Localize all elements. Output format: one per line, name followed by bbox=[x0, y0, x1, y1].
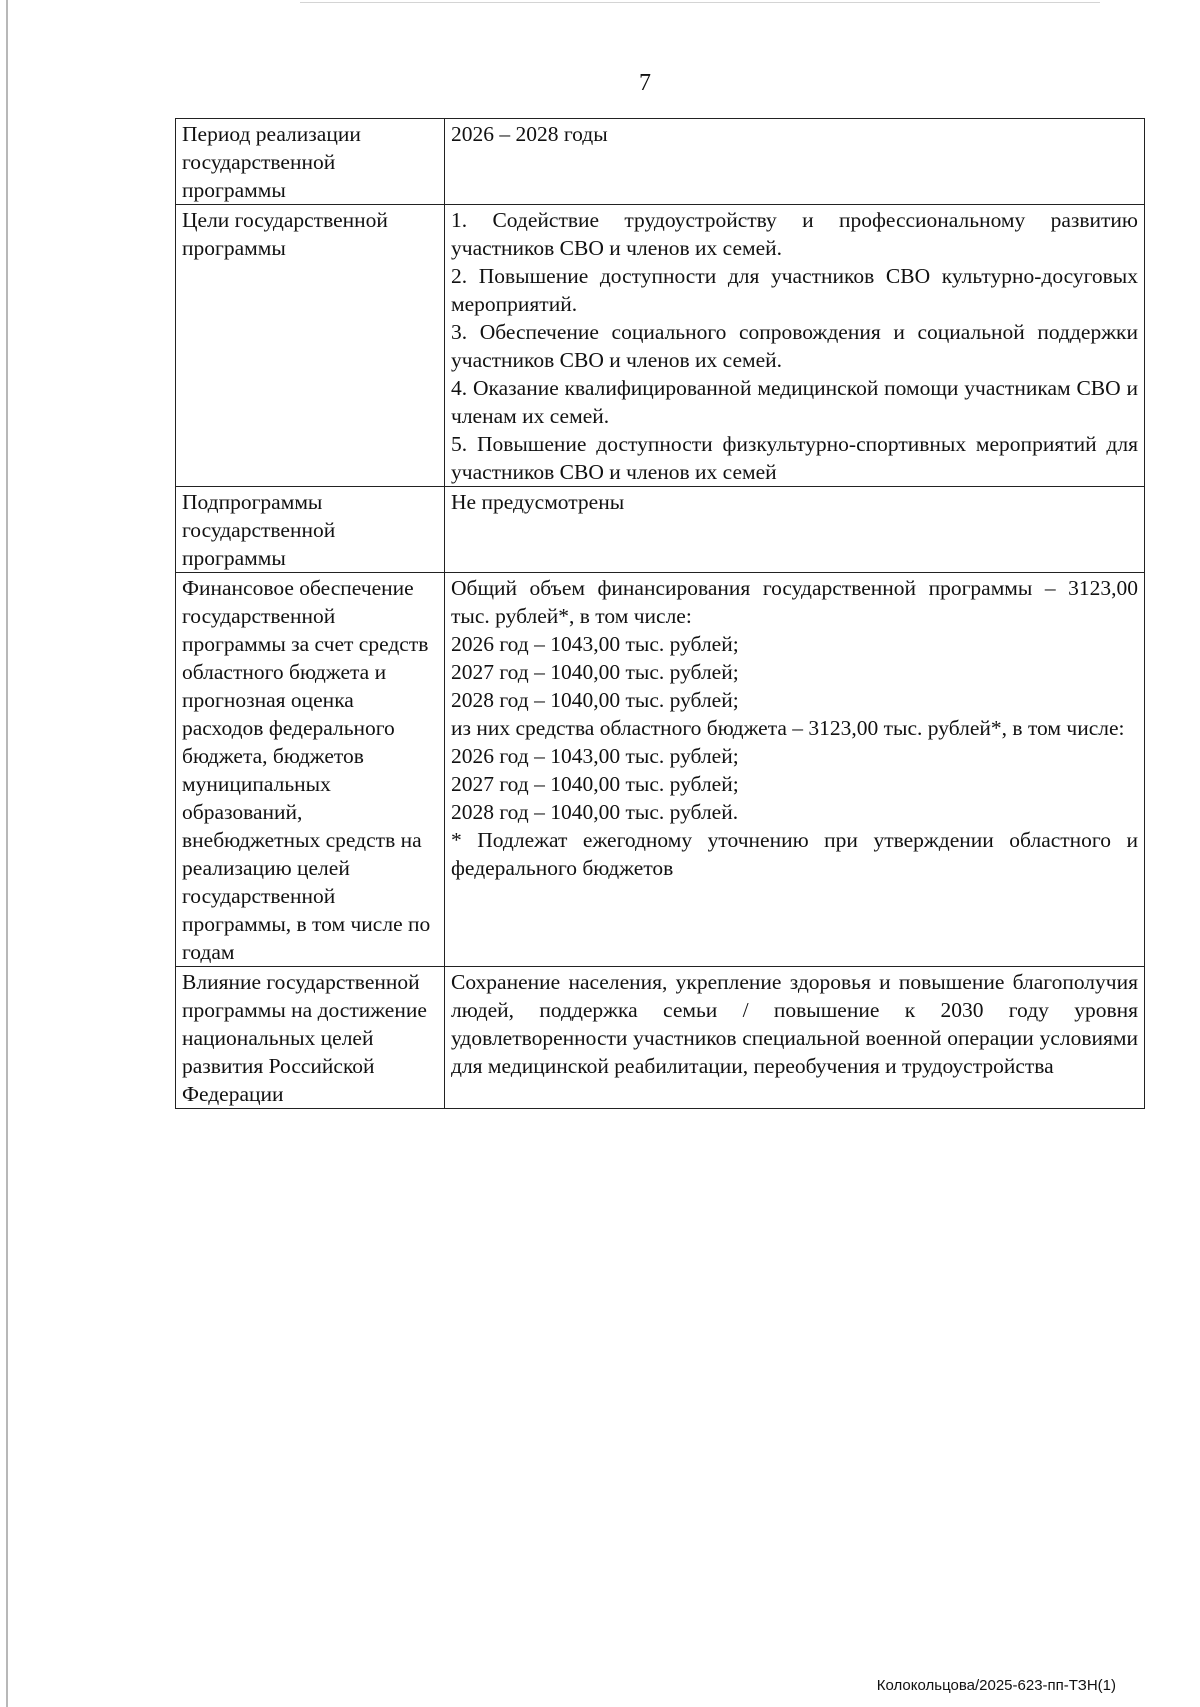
goal-item: 3. Обеспечение социального сопровождения и социальной поддержки участников СВО и членов их семей. bbox=[451, 320, 1138, 372]
row-label: Влияние государственной программы на достижение национальных целей развития Российской Федерации bbox=[176, 967, 445, 1109]
table-row-subprograms bbox=[176, 487, 1145, 573]
table-row-financing bbox=[176, 573, 1145, 967]
program-passport-table bbox=[175, 118, 1145, 1109]
regional-budget-year: 2027 год – 1040,00 тыс. рублей; bbox=[451, 772, 739, 796]
page-number: 7 bbox=[639, 70, 651, 96]
financing-year: 2026 год – 1043,00 тыс. рублей; bbox=[451, 632, 739, 656]
financing-year: 2028 год – 1040,00 тыс. рублей; bbox=[451, 688, 739, 712]
row-value bbox=[445, 119, 1145, 205]
row-label: Цели государственной программы bbox=[176, 205, 445, 487]
goal-item: 1. Содействие трудоустройству и профессиональному развитию участников СВО и членов их семей. bbox=[451, 208, 1138, 260]
value-line: 2026 – 2028 годы bbox=[451, 122, 608, 146]
row-value bbox=[445, 967, 1145, 1109]
row-label: Подпрограммы государственной программы bbox=[176, 487, 445, 573]
table-row-period bbox=[176, 119, 1145, 205]
goal-item: 4. Оказание квалифицированной медицинской помощи участникам СВО и членам их семей. bbox=[451, 376, 1138, 428]
goal-item: 2. Повышение доступности для участников СВО культурно-досуговых мероприятий. bbox=[451, 264, 1138, 316]
row-value bbox=[445, 487, 1145, 573]
row-label: Период реализации государственной программы bbox=[176, 119, 445, 205]
table-row-national-goals bbox=[176, 967, 1145, 1109]
regional-budget-year: 2028 год – 1040,00 тыс. рублей. bbox=[451, 800, 739, 824]
row-label: Финансовое обеспечение государственной программы за счет средств областного бюджета и прогнозная оценка расходов федерального бюджета, бюджетов муниципальных образований, внебюджетных средств на реализацию целей государственной программы, в том числе по годам bbox=[176, 573, 445, 967]
row-value bbox=[445, 573, 1145, 967]
regional-budget-year: 2026 год – 1043,00 тыс. рублей; bbox=[451, 744, 739, 768]
financing-year: 2027 год – 1040,00 тыс. рублей; bbox=[451, 660, 739, 684]
table-row-goals bbox=[176, 205, 1145, 487]
financing-total: Общий объем финансирования государственной программы – 3123,00 тыс. рублей*, в том числе: bbox=[451, 576, 1138, 628]
financing-footnote: * Подлежат ежегодному уточнению при утверждении областного и федерального бюджетов bbox=[451, 828, 1138, 880]
row-value bbox=[445, 205, 1145, 487]
scan-edge-left bbox=[6, 0, 8, 1707]
scan-edge-top bbox=[300, 2, 1100, 3]
goal-item: 5. Повышение доступности физкультурно-спортивных мероприятий для участников СВО и членов их семей bbox=[451, 432, 1138, 484]
value-line: Сохранение населения, укрепление здоровья и повышение благополучия людей, поддержка семьи / повышение к 2030 году уровня удовлетворенности участников специальной военной операции условиями для медицинской реабилитации, переобучения и трудоустройства bbox=[451, 970, 1138, 1078]
document-footer-code: Колокольцова/2025-623-пп-ТЗН(1) bbox=[876, 1677, 1116, 1694]
regional-budget-total: из них средства областного бюджета – 3123,00 тыс. рублей*, в том числе: bbox=[451, 716, 1125, 740]
value-line: Не предусмотрены bbox=[451, 490, 625, 514]
